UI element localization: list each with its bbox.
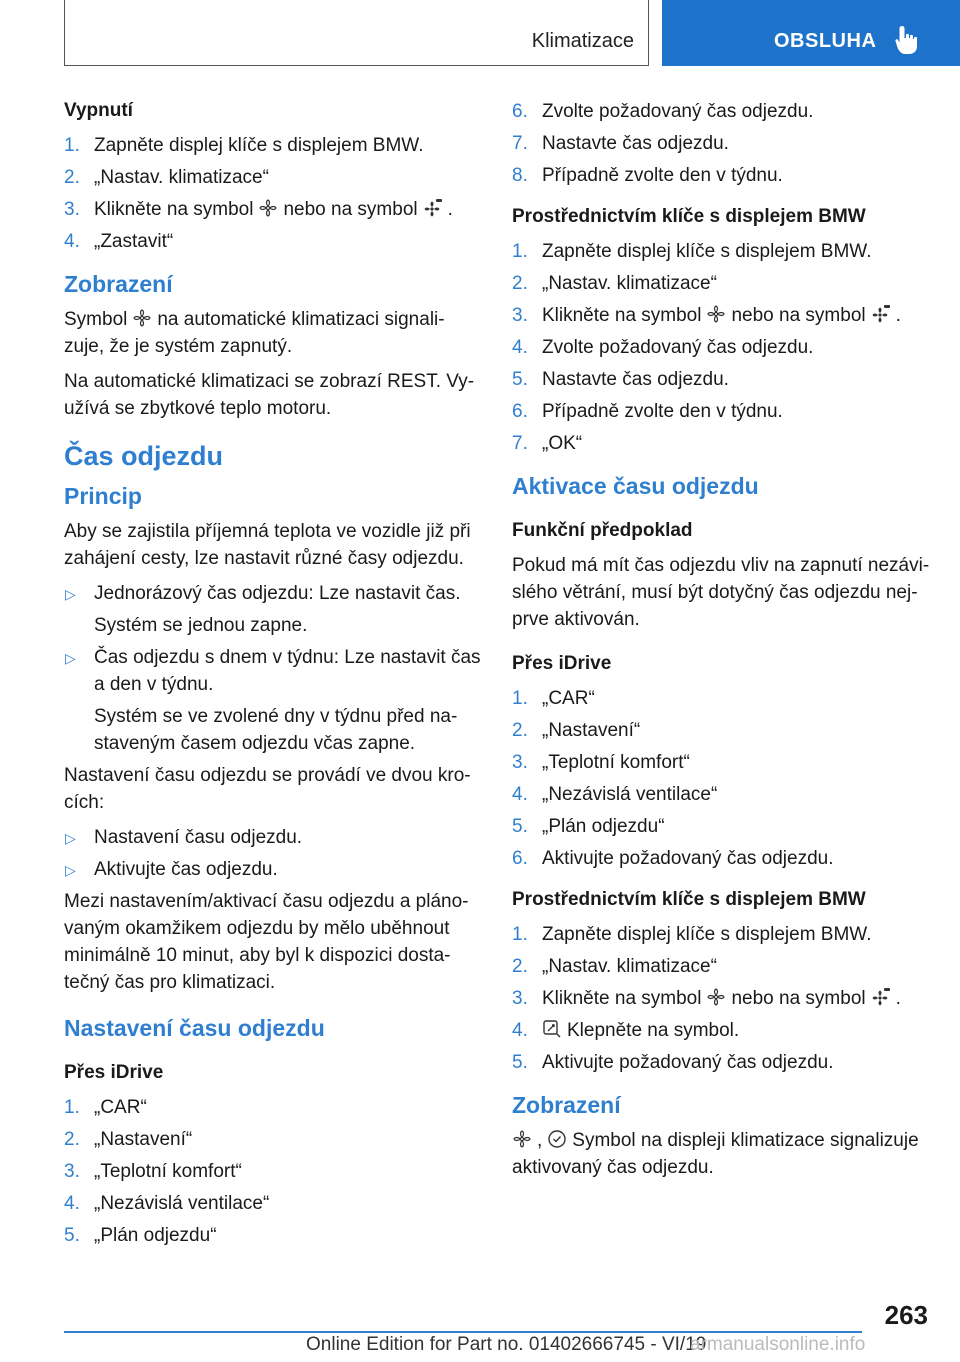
zobrazeni-text-2: Na automatické klimatizaci se zobrazí REST. Vy- užívá se zbytkové teplo motoru. — [64, 371, 475, 419]
cas-odjezdu-heading: Čas odjezdu — [64, 441, 224, 471]
mezi-text: Mezi nastavením/aktivací času odjezdu a pláno- vaným okamžikem odjezdu by mělo uběhnout minimálně 10 minut, aby byl k dispozici dosta- tečný čas pro klimatizaci. — [64, 891, 469, 993]
list-item: ▷ Nastavení času odjezdu. — [65, 827, 303, 848]
fan-icon — [258, 198, 278, 218]
bullet-subtext: Systém se ve zvolené dny v týdnu před na- staveným časem odjezdu včas zapne. — [94, 706, 458, 754]
princip-text: Aby se zajistila příjemná teplota ve vozidle již při zahájení cesty, lze nastavit různé časy odjezdu. — [64, 521, 471, 569]
list-item: 2. „Nastav. klimatizace“ — [64, 167, 269, 188]
footer-edition: Online Edition for Part no. 01402666745 - VI/19 — [306, 1334, 707, 1355]
zobrazeni-heading: Zobrazení — [64, 271, 173, 297]
fan-auto-icon — [871, 304, 891, 324]
fan-icon — [706, 304, 726, 324]
section-title: Klimatizace — [531, 30, 634, 52]
list-item: 7. Nastavte čas odjezdu. — [512, 133, 729, 154]
list-item: 1. „CAR“ — [512, 688, 595, 709]
list-item: 4. „Nezávislá ventilace“ — [64, 1193, 270, 1214]
list-item: 6. Aktivujte požadovaný čas odjezdu. — [512, 848, 834, 869]
list-item: 2. „Nastavení“ — [64, 1129, 193, 1150]
idrive-steps — [512, 685, 932, 872]
key-display-icon — [542, 1019, 562, 1039]
vypnuti-steps — [64, 132, 484, 255]
list-item: 3. Klikněte na symbol nebo na symbol . — [512, 305, 901, 326]
list-item: 4. Klepněte na symbol. — [512, 1020, 740, 1041]
list-item: 4. „Nezávislá ventilace“ — [512, 784, 718, 805]
list-item: 1. „CAR“ — [64, 1097, 147, 1118]
list-item: ▷ Jednorázový čas odjezdu: Lze nastavit čas. — [65, 583, 461, 604]
list-item: 5. „Plán odjezdu“ — [512, 816, 665, 837]
fan-icon — [132, 308, 152, 328]
nastaveni-intro: Nastavení času odjezdu se provádí ve dvou kro- cích: — [64, 765, 471, 813]
list-item: 3. „Teplotní komfort“ — [512, 752, 690, 773]
right-column — [512, 98, 932, 1189]
bullet-subtext: Systém se jednou zapne. — [94, 615, 308, 636]
fan-auto-icon — [871, 987, 891, 1007]
aktivace-heading: Aktivace času odjezdu — [512, 473, 759, 499]
list-item: 4. „Zastavit“ — [64, 231, 174, 252]
zobrazeni-text-1: Symbol na automatické klimatizaci signali- zuje, že je systém zapnutý. — [64, 309, 445, 357]
klic2-heading: Prostřednictvím klíče s displejem BMW — [512, 889, 866, 910]
zobrazeni-heading: Zobrazení — [512, 1092, 621, 1118]
list-item: 7. „OK“ — [512, 433, 583, 454]
fan-auto-icon — [423, 198, 443, 218]
pres-idrive-heading: Přes iDrive — [512, 653, 612, 674]
list-item: 5. Nastavte čas odjezdu. — [512, 369, 729, 390]
zobrazeni-text: , Symbol na displeji klimatizace signalizuje aktivovaný čas odjezdu. — [512, 1130, 919, 1178]
list-item: 5. „Plán odjezdu“ — [64, 1225, 217, 1246]
list-item: 5. Aktivujte požadovaný čas odjezdu. — [512, 1052, 834, 1073]
list-item: 1. Zapněte displej klíče s displejem BMW. — [512, 924, 872, 945]
header-section-box — [64, 0, 649, 66]
funkcni-text: Pokud má mít čas odjezdu vliv na zapnutí nezávi- slého větrání, musí být dotyčný čas odjezdu nej- prve aktivován. — [512, 555, 930, 630]
princip-heading: Princip — [64, 483, 142, 509]
page-number: 263 — [884, 1300, 928, 1330]
nastaveni-casu-heading: Nastavení času odjezdu — [64, 1015, 325, 1041]
list-item: 6. Zvolte požadovaný čas odjezdu. — [512, 101, 814, 122]
list-item: 2. „Nastavení“ — [512, 720, 641, 741]
clock-icon — [547, 1129, 567, 1149]
list-item: ▷ Čas odjezdu s dnem v týdnu: Lze nastavit čas a den v týdnu. — [65, 647, 481, 695]
princip-bullets — [64, 580, 484, 607]
list-item: 6. Případně zvolte den v týdnu. — [512, 401, 783, 422]
tab-label: OBSLUHA — [774, 30, 877, 52]
list-item: 8. Případně zvolte den v týdnu. — [512, 165, 783, 186]
idrive-steps — [64, 1094, 484, 1249]
list-item: 1. Zapněte displej klíče s displejem BMW. — [512, 241, 872, 262]
vypnuti-heading: Vypnutí — [64, 100, 133, 121]
list-item: 2. „Nastav. klimatizace“ — [512, 956, 717, 977]
fan-icon — [512, 1129, 532, 1149]
footer-watermark: armanualsonline.info — [690, 1334, 866, 1355]
list-item: ▷ Aktivujte čas odjezdu. — [65, 859, 278, 880]
footer-divider — [64, 1331, 862, 1333]
list-item: 2. „Nastav. klimatizace“ — [512, 273, 717, 294]
klic-steps — [512, 238, 932, 457]
hand-pointer-icon — [894, 24, 920, 56]
left-column — [64, 98, 484, 1254]
klic2-steps — [512, 921, 932, 1076]
list-item: 3. Klikněte na symbol nebo na symbol . — [512, 988, 901, 1009]
klic-heading: Prostřednictvím klíče s displejem BMW — [512, 206, 866, 227]
list-item: 3. „Teplotní komfort“ — [64, 1161, 242, 1182]
tab-obsluha[interactable] — [662, 0, 960, 66]
list-item: 3. Klikněte na symbol nebo na symbol . — [64, 199, 453, 220]
list-item: 1. Zapněte displej klíče s displejem BMW. — [64, 135, 424, 156]
fan-icon — [706, 987, 726, 1007]
pres-idrive-heading: Přes iDrive — [64, 1062, 164, 1083]
list-item: 4. Zvolte požadovaný čas odjezdu. — [512, 337, 814, 358]
continued-steps — [512, 98, 932, 189]
funkcni-heading: Funkční předpoklad — [512, 520, 693, 541]
